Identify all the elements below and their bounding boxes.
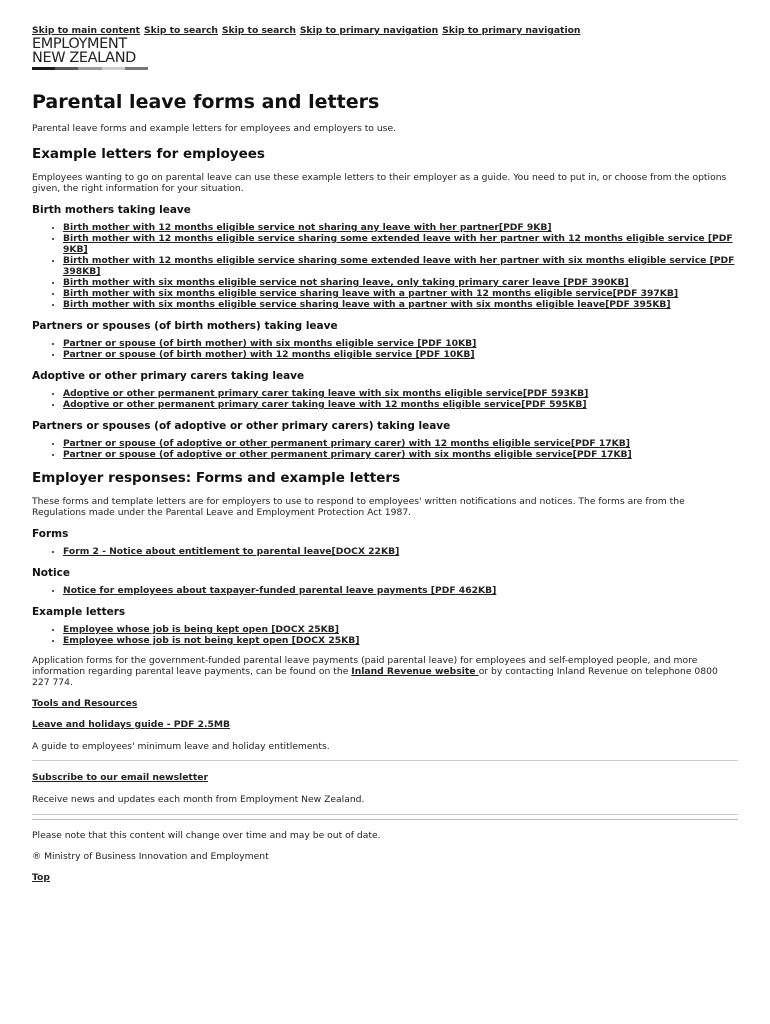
- skip-to-search-link[interactable]: Skip to search: [144, 25, 218, 36]
- skip-links: [32, 25, 738, 37]
- list-item: [63, 585, 738, 596]
- link-list: [32, 624, 738, 646]
- employers-text: These forms and template letters are for employers to use to respond to employees' written notifications and notices. The forms are from the Regulations made under the Parental Leave and Employment Protection Act 1987.: [32, 496, 685, 518]
- document-link[interactable]: Employee whose job is not being kept open [DOCX 25KB]: [63, 635, 360, 646]
- document-link[interactable]: Partner or spouse (of birth mother) with 12 months eligible service [PDF 10KB]: [63, 349, 475, 360]
- leave-guide-link[interactable]: Leave and holidays guide - PDF 2.5MB: [32, 719, 231, 730]
- list-item: [63, 349, 738, 360]
- document-link[interactable]: Notice for employees about taxpayer-funded parental leave payments [PDF 462KB]: [63, 585, 497, 596]
- subsection-heading: Partners or spouses (of birth mothers) taking leave: [32, 320, 338, 332]
- document-link[interactable]: Adoptive or other permanent primary carer taking leave with 12 months eligible service[PDF 595KB]: [63, 399, 587, 410]
- list-item: [63, 438, 738, 449]
- subsection-heading: Adoptive or other primary carers taking leave: [32, 370, 305, 382]
- logo-bar: [32, 67, 148, 70]
- list-item: [63, 635, 738, 646]
- list-item: [63, 338, 738, 349]
- link-list: [32, 546, 738, 557]
- employees-heading: Example letters for employees: [32, 146, 265, 162]
- page: [32, 0, 738, 883]
- logo-bar-segment: [125, 67, 148, 70]
- document-link[interactable]: Partner or spouse (of adoptive or other permanent primary carer) with 12 months eligible service[PDF 17KB]: [63, 438, 631, 449]
- link-list: [32, 585, 738, 596]
- logo-line-2: NEW ZEALAND: [32, 49, 136, 66]
- document-link[interactable]: Adoptive or other permanent primary carer taking leave with six months eligible service[PDF 593KB]: [63, 388, 589, 399]
- disclaimer-text: Please note that this content will change over time and may be out of date.: [32, 830, 381, 841]
- guide-text: A guide to employees' minimum leave and holiday entitlements.: [32, 741, 330, 752]
- document-link[interactable]: Partner or spouse (of adoptive or other permanent primary carer) with six months eligible service[PDF 17KB]: [63, 449, 632, 460]
- list-item: [63, 277, 738, 288]
- list-item: [63, 388, 738, 399]
- list-item: [63, 233, 738, 255]
- divider: [32, 760, 738, 761]
- list-item: [63, 546, 738, 557]
- document-link[interactable]: Employee whose job is being kept open [DOCX 25KB]: [63, 624, 339, 635]
- skip-to-main-link[interactable]: Skip to main content: [32, 25, 141, 36]
- list-item: [63, 288, 738, 299]
- subsection-heading: Example letters: [32, 606, 126, 618]
- skip-to-nav-link-2[interactable]: Skip to primary navigation: [442, 25, 581, 36]
- tools-resources-link[interactable]: Tools and Resources: [32, 698, 138, 709]
- application-text-after: or by contacting Inland Revenue on telephone 0800 227 774.: [32, 666, 718, 688]
- list-item: [63, 624, 738, 635]
- logo-bar-segment: [32, 67, 55, 70]
- page-title: Parental leave forms and letters: [32, 91, 380, 113]
- document-link[interactable]: Birth mother with 12 months eligible service sharing some extended leave with her partner with six months eligible service [PDF 398KB]: [63, 255, 735, 277]
- link-list: [32, 438, 738, 460]
- list-item: [63, 299, 738, 310]
- employee-groups: [32, 203, 738, 460]
- logo-bar-segment: [78, 67, 101, 70]
- employers-heading: Employer responses: Forms and example letters: [32, 470, 401, 486]
- list-item: [63, 449, 738, 460]
- list-item: [63, 222, 738, 233]
- top-link[interactable]: Top: [32, 872, 50, 883]
- newsletter-link[interactable]: Subscribe to our email newsletter: [32, 772, 208, 783]
- logo-line-1: EMPLOYMENT: [32, 36, 127, 52]
- divider: [32, 819, 738, 820]
- document-link[interactable]: Form 2 - Notice about entitlement to parental leave[DOCX 22KB]: [63, 546, 400, 557]
- inland-revenue-link[interactable]: Inland Revenue website: [351, 666, 479, 677]
- link-list: [32, 338, 738, 360]
- newsletter-text: Receive news and updates each month from Employment New Zealand.: [32, 794, 365, 805]
- document-link[interactable]: Birth mother with six months eligible service not sharing leave, only taking primary carer leave [PDF 390KB]: [63, 277, 629, 288]
- document-link[interactable]: Partner or spouse (of birth mother) with six months eligible service [PDF 10KB]: [63, 338, 477, 349]
- copyright-text: ® Ministry of Business Innovation and Employment: [32, 851, 269, 862]
- list-item: [63, 255, 738, 277]
- document-link[interactable]: Birth mother with 12 months eligible service sharing some extended leave with her partner with 12 months eligible service [PDF 9KB]: [63, 233, 733, 255]
- application-text-before: Application forms for the government-funded parental leave payments (paid parental leave) for employees and self-employed people, and more information regarding parental leave payments, can be found on the: [32, 655, 698, 677]
- application-text: [32, 655, 738, 688]
- employees-text: Employees wanting to go on parental leave can use these example letters to their employer as a guide. You need to put in, or choose from the options given, the right information for your situation.: [32, 172, 727, 194]
- document-link[interactable]: Birth mother with 12 months eligible service not sharing any leave with her partner[PDF 9KB]: [63, 222, 552, 233]
- document-link[interactable]: Birth mother with six months eligible service sharing leave with a partner with six months eligible leave[PDF 395KB]: [63, 299, 671, 310]
- skip-to-nav-link[interactable]: Skip to primary navigation: [299, 25, 439, 36]
- logo-bar-segment: [55, 67, 78, 70]
- logo[interactable]: [32, 38, 738, 72]
- skip-to-search-link-2[interactable]: Skip to search: [221, 25, 296, 36]
- list-item: [63, 399, 738, 410]
- logo-bar-segment: [102, 67, 125, 70]
- subsection-heading: Birth mothers taking leave: [32, 204, 191, 216]
- intro-text: Parental leave forms and example letters for employees and employers to use.: [32, 123, 397, 134]
- link-list: [32, 388, 738, 410]
- subsection-heading: Forms: [32, 528, 69, 540]
- divider: [32, 814, 738, 815]
- link-list: [32, 222, 738, 310]
- subsection-heading: Notice: [32, 567, 70, 579]
- subsection-heading: Partners or spouses (of adoptive or other primary carers) taking leave: [32, 420, 451, 432]
- document-link[interactable]: Birth mother with six months eligible service sharing leave with a partner with 12 months eligible service[PDF 397KB]: [63, 288, 679, 299]
- employer-groups: [32, 527, 738, 646]
